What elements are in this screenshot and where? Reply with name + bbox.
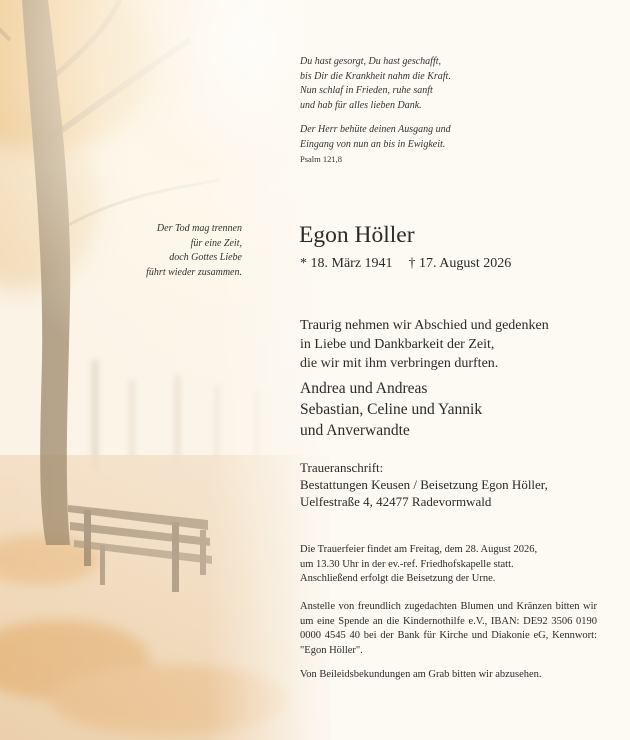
poem-block xyxy=(300,55,600,165)
mourners-list xyxy=(300,378,620,441)
blessing-line: Der Herr behüte deinen Ausgang und xyxy=(300,124,451,135)
mourner-line: Sebastian, Celine und Yannik xyxy=(300,401,483,418)
donation-request: Anstelle von freundlich zugedachten Blumen und Kränzen bitten wir um eine Spende an die Kindernothilfe e.V., IBAN: DE92 3506 0190 0000 4545 40 bei der Bank für Kirche und Diakonie eG, Kennwort: "Egon Höller". xyxy=(300,601,597,656)
scripture-source: Psalm 121,8 xyxy=(300,154,343,164)
mourning-statement xyxy=(300,316,620,373)
address-line: Bestattungen Keusen / Beisetzung Egon Höller, xyxy=(300,477,548,492)
poem-line: und hab für alles lieben Dank. xyxy=(300,99,422,111)
quote-line: führt wieder zusammen. xyxy=(146,266,242,278)
funeral-info xyxy=(300,543,600,587)
address-label: Traueranschrift: xyxy=(300,460,384,475)
statement-line: Traurig nehmen wir Abschied und gedenken xyxy=(300,318,549,333)
funeral-line: Anschließend erfolgt die Beisetzung der Urne. xyxy=(300,573,496,584)
quote-line: doch Gottes Liebe xyxy=(169,252,242,263)
mourner-line: Andrea und Andreas xyxy=(300,380,428,397)
address-line: Uelfestraße 4, 42477 Radevormwald xyxy=(300,494,492,509)
deceased-name: Egon Höller xyxy=(299,222,415,248)
mourning-address xyxy=(300,459,620,510)
condolence-note: Von Beileidsbekundungen am Grab bitten wir abzusehen. xyxy=(300,669,542,680)
statement-line: die wir mit ihm verbringen durften. xyxy=(300,356,499,371)
statement-line: in Liebe und Dankbarkeit der Zeit, xyxy=(300,337,495,352)
death-date: † 17. August 2026 xyxy=(408,256,512,271)
quote-line: Der Tod mag trennen xyxy=(156,223,242,234)
poem-line: bis Dir die Krankheit nahm die Kraft. xyxy=(300,70,451,82)
poem-line: Du hast gesorgt, Du hast geschafft, xyxy=(300,56,442,67)
funeral-line: Die Trauerfeier findet am Freitag, dem 28. August 2026, xyxy=(300,544,538,555)
blessing-line: Eingang von nun an bis in Ewigkeit. xyxy=(300,138,446,150)
quote-line: für eine Zeit, xyxy=(190,237,242,249)
life-dates xyxy=(300,255,511,273)
mourner-line: und Anverwandte xyxy=(300,422,410,439)
funeral-line: um 13.30 Uhr in der ev.-ref. Friedhofskapelle statt. xyxy=(300,558,514,570)
poem-line: Nun schlaf in Frieden, ruhe sanft xyxy=(300,85,433,96)
birth-date: * 18. März 1941 xyxy=(300,256,393,271)
farewell-quote xyxy=(60,222,242,280)
